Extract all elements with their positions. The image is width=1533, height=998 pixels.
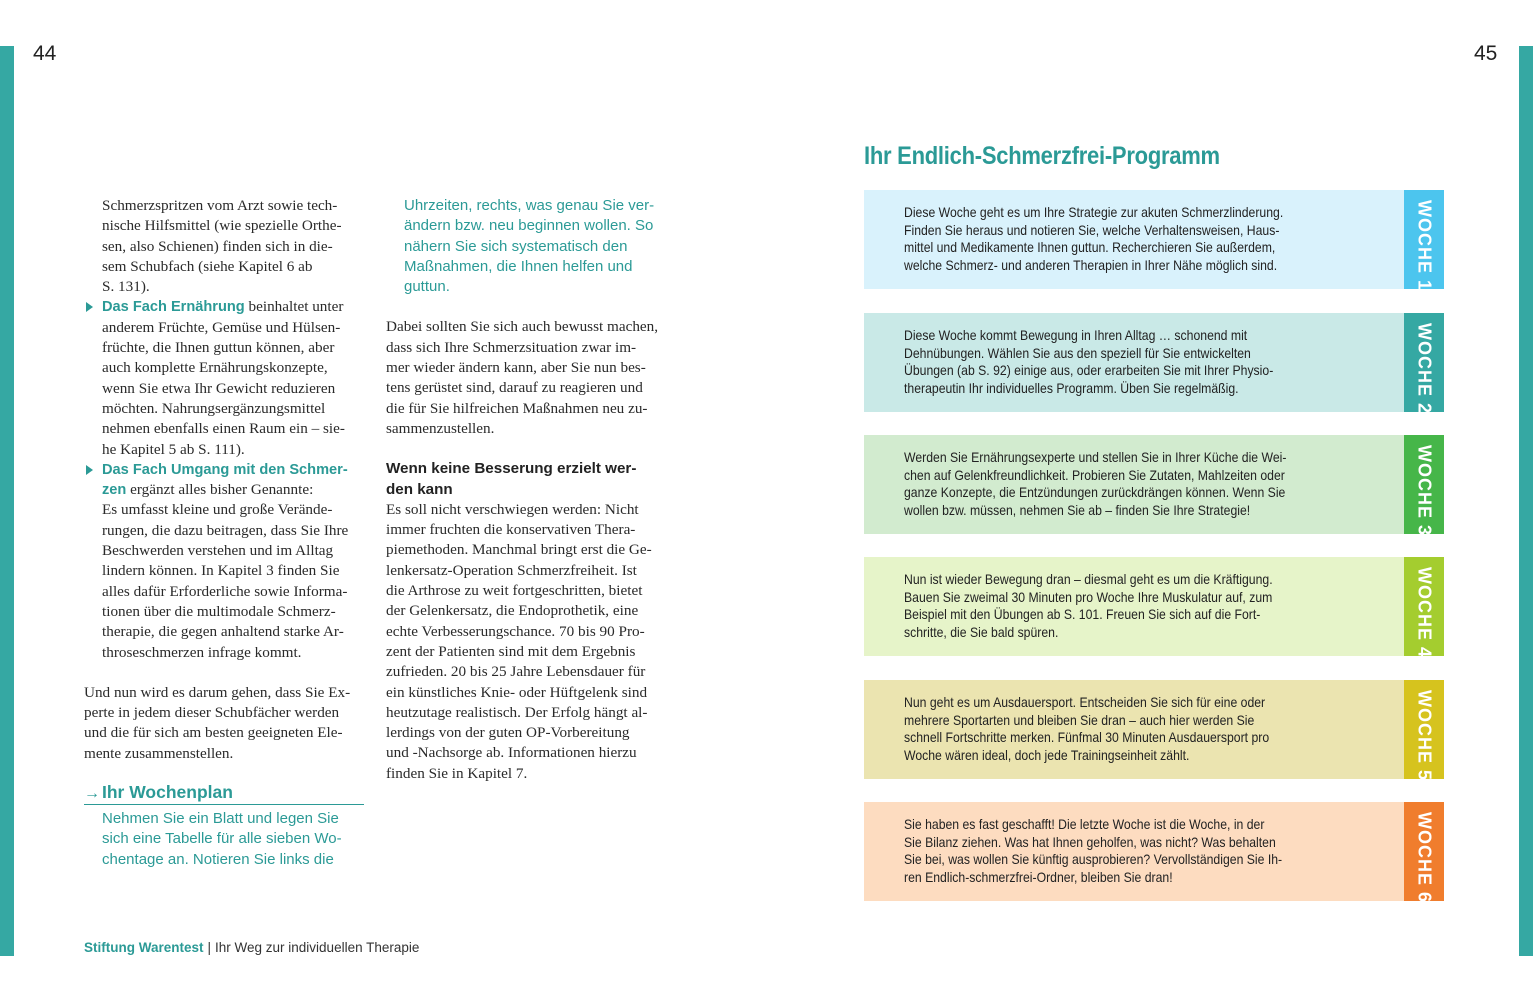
text-line: Werden Sie Ernährungsexperte und stellen Sie in Ihrer Küche die Wei-	[904, 450, 1287, 465]
paragraph-gelenkersatz	[386, 500, 670, 784]
text-line: mente zusammenstellen.	[84, 744, 234, 762]
text-line: mittel und Medikamente Ihnen guttun. Recherchieren Sie außerdem,	[904, 240, 1276, 256]
text-line: dass sich Ihre Schmerzsituation zwar im-	[386, 338, 637, 356]
week-tab	[1404, 313, 1444, 415]
week-box-3	[864, 435, 1444, 537]
text-line: Sie bei, was wollen Sie künftig ausprobieren? Vervollständigen Sie Ih-	[904, 852, 1283, 868]
wochenplan-title: Ihr Wochenplan	[102, 782, 233, 802]
text-line: finden Sie in Kapitel 7.	[386, 764, 528, 782]
text-line: nische Hilfsmittel (wie spezielle Orthe-	[102, 217, 342, 235]
bullet-lead: Das Fach Ernährung	[102, 299, 245, 316]
week-label: WOCHE 1	[1414, 200, 1435, 292]
text-line: Beispiel mit den Übungen ab S. 101. Freuen Sie sich auf die Fort-	[904, 607, 1261, 623]
text-line: therapeutin Ihr individuelles Programm. Üben Sie regelmäßig.	[904, 381, 1239, 397]
text-line: sich eine Tabelle für alle sieben Wo-	[102, 830, 342, 848]
text-line: die Arthrose zu weit fortgeschritten, bietet	[386, 582, 643, 600]
text-line: rungen, die dazu beitragen, dass Sie Ihre	[102, 521, 349, 539]
right-edge-bar	[1519, 46, 1533, 956]
text-line: lenkersatz-Operation Schmerzfreiheit. Ist	[386, 561, 637, 579]
week-tab	[1404, 190, 1444, 292]
text-line: tionen über die multimodale Schmerz-	[102, 602, 336, 620]
text-line: wenn Sie etwa Ihr Gewicht reduzieren	[102, 379, 336, 397]
text-line: die für Sie hilfreichen Maßnahmen neu zu-	[386, 399, 648, 417]
week-label: WOCHE 2	[1414, 323, 1435, 415]
bullet-umgang	[84, 460, 368, 663]
middle-column	[386, 196, 670, 784]
text-line: Bauen Sie zweimal 30 Minuten pro Woche Ihre Muskulatur auf, zum	[904, 589, 1273, 605]
text-line: Es soll nicht verschwiegen werden: Nicht	[386, 500, 639, 518]
text-line	[102, 480, 368, 500]
text-line: nehmen ebenfalls einen Raum ein – sie-	[102, 420, 345, 438]
left-edge-bar	[0, 46, 14, 956]
text-line: früchte, die Ihnen guttun können, aber	[102, 339, 335, 357]
wochenplan-text	[102, 809, 364, 870]
text-line: therapie, die gegen anhaltend starke Ar-	[102, 623, 344, 641]
text-line	[102, 297, 368, 317]
week-box-6	[864, 802, 1444, 904]
text-line: Schmerzspritzen vom Arzt sowie tech-	[102, 197, 338, 214]
bullet-lead-cont: zen	[102, 482, 127, 499]
text-line: Maßnahmen, die Ihnen helfen und	[404, 257, 633, 275]
week-tab	[1404, 680, 1444, 782]
week-box-4	[864, 557, 1444, 659]
text-line: Nun ist wieder Bewegung dran – diesmal geht es um die Kräftigung.	[904, 572, 1273, 587]
text-line: sem Schubfach (siehe Kapitel 6 ab	[102, 257, 313, 275]
paragraph-outro	[84, 683, 368, 764]
week-tab	[1404, 557, 1444, 659]
text-line: Wenn keine Besserung erzielt wer-	[386, 460, 637, 478]
text-line: Nun geht es um Ausdauersport. Entscheiden Sie sich für eine oder	[904, 695, 1266, 710]
page-number-left: 44	[33, 42, 57, 65]
text-line: sen, also Schienen) finden sich in die-	[102, 237, 333, 255]
text-line: schritte, die Sie bald spüren.	[904, 625, 1059, 641]
bullet-first-text: beinhaltet unter	[244, 298, 344, 316]
text-line: chen auf Gelenkfreundlichkeit. Probieren Sie Zutaten, Mahlzeiten oder	[904, 467, 1285, 483]
text-line: S. 131).	[102, 278, 150, 296]
text-line: wollen bzw. müssen, nehmen Sie ab – finden Sie Ihre Strategie!	[904, 503, 1251, 519]
text-line: Nehmen Sie ein Blatt und legen Sie	[102, 810, 339, 827]
bullet-ernaehrung	[84, 297, 368, 459]
wochenplan-continued	[386, 196, 670, 297]
text-line: Diese Woche kommt Bewegung in Ihren Alltag … schonend mit	[904, 328, 1248, 343]
left-column	[84, 196, 368, 764]
text-line: ren Endlich-schmerzfrei-Ordner, bleiben Sie dran!	[904, 870, 1173, 886]
program-title: Ihr Endlich-Schmerzfrei-Programm	[864, 142, 1220, 170]
week-description	[904, 694, 1372, 765]
text-line: Woche wären ideal, doch jede Trainingseinheit zählt.	[904, 748, 1190, 764]
page-footer	[84, 940, 419, 955]
text-line: ändern bzw. neu beginnen wollen. So	[404, 217, 654, 235]
text-line: und -Nachsorge ab. Informationen hierzu	[386, 744, 637, 762]
text-line: chentage an. Notieren Sie links die	[102, 850, 334, 868]
text-line: zent der Patienten sind mit dem Ergebnis	[386, 642, 636, 660]
text-line: alles dafür Erforderliche sowie Informa-	[102, 582, 348, 600]
week-description	[904, 204, 1372, 275]
section-subheading	[386, 459, 670, 500]
text-line: ein künstliches Knie- oder Hüftgelenk sind	[386, 683, 648, 701]
text-line: schnell Fortschritte merken. Fünfmal 30 Minuten Ausdauersport pro	[904, 730, 1270, 746]
text-line: lerdings von der guten OP-Vorbereitung	[386, 724, 630, 742]
text-line: guttun.	[404, 278, 450, 296]
text-line: Sie Bilanz ziehen. Was hat Ihnen geholfen, was nicht? Was behalten	[904, 834, 1276, 850]
text-line: der Gelenkersatz, die Endoprothetik, eine	[386, 602, 639, 620]
week-tab	[1404, 435, 1444, 537]
text-line: Beschwerden verstehen und im Alltag	[102, 542, 334, 560]
text-line: Diese Woche geht es um Ihre Strategie zur akuten Schmerzlinderung.	[904, 205, 1284, 220]
text-line: Dabei sollten Sie sich auch bewusst machen,	[386, 318, 659, 336]
week-description	[904, 449, 1372, 520]
text-line: immer fruchten die konservativen Thera-	[386, 521, 636, 539]
text-line: mehrere Sportarten und bleiben Sie dran – auch hier werden Sie	[904, 712, 1255, 728]
paragraph-intro	[84, 196, 368, 297]
footer-text: Ihr Weg zur individuellen Therapie	[215, 940, 420, 955]
text-line: mer wieder ändern kann, aber Sie nun bes-	[386, 359, 646, 377]
week-description	[904, 571, 1372, 642]
text-line: perte in jedem dieser Schubfächer werden	[84, 704, 340, 722]
text-line: Sie haben es fast geschafft! Die letzte Woche ist die Woche, in der	[904, 817, 1265, 832]
text-line: nähern Sie sich systematisch den	[404, 237, 628, 255]
paragraph-bewusst	[386, 317, 670, 439]
text-line: Finden Sie heraus und notieren Sie, welche Verhaltensweisen, Haus-	[904, 222, 1280, 238]
text-line: heutzutage realistisch. Der Erfolg hängt al-	[386, 703, 648, 721]
page-number-right: 45	[1474, 42, 1498, 65]
text-line: piemethoden. Manchmal bringt erst die Ge-	[386, 541, 652, 559]
bullet-first-text: ergänzt alles bisher Genannte:	[126, 481, 314, 499]
text-line: und die für sich am besten geeigneten Ele-	[84, 724, 343, 742]
text-line: Und nun wird es darum gehen, dass Sie Ex-	[84, 683, 351, 701]
text-line: anderem Früchte, Gemüse und Hülsen-	[102, 318, 341, 336]
bullet-lead: Das Fach Umgang mit den Schmer-	[102, 461, 348, 478]
wochenplan-heading	[84, 782, 364, 805]
text-line: ganze Konzepte, die Entzündungen zurückdrängen können. Wenn Sie	[904, 485, 1286, 501]
week-label: WOCHE 3	[1414, 445, 1435, 537]
text-line: Uhrzeiten, rechts, was genau Sie ver-	[404, 197, 655, 214]
text-line: möchten. Nahrungsergänzungsmittel	[102, 399, 326, 417]
text-line: den kann	[386, 480, 453, 498]
text-line: Dehnübungen. Wählen Sie aus den speziell für Sie entwickelten	[904, 345, 1251, 361]
text-line: sammenzustellen.	[386, 419, 495, 437]
text-line: tens gerüstet sind, darauf zu reagieren und	[386, 379, 643, 397]
week-tab	[1404, 802, 1444, 904]
week-description	[904, 816, 1372, 887]
text-line: welche Schmerz- und anderen Therapien in Ihrer Nähe möglich sind.	[904, 258, 1278, 274]
arrow-right-icon: →	[84, 785, 100, 802]
text-line: Es umfasst kleine und große Verände-	[102, 501, 333, 519]
footer-separator: |	[207, 940, 212, 955]
text-line: auch komplette Ernährungskonzepte,	[102, 359, 328, 377]
week-label: WOCHE 4	[1414, 567, 1435, 659]
bullet-triangle-icon	[86, 302, 93, 312]
text-line: he Kapitel 5 ab S. 111).	[102, 440, 245, 458]
text-line: throseschmerzen infrage kommt.	[102, 643, 302, 661]
week-box-5	[864, 680, 1444, 782]
footer-brand: Stiftung Warentest	[84, 940, 204, 955]
week-box-2	[864, 313, 1444, 415]
text-line: echte Verbesserungschance. 70 bis 90 Pro-	[386, 622, 645, 640]
text-line: Übungen (ab S. 92) einige aus, oder erarbeiten Sie mit Ihrer Physio-	[904, 363, 1274, 379]
week-description	[904, 327, 1372, 398]
bullet-triangle-icon	[86, 465, 93, 475]
week-box-1	[864, 190, 1444, 292]
week-label: WOCHE 6	[1414, 812, 1435, 904]
text-line: zufrieden. 20 bis 25 Jahre Lebensdauer für	[386, 663, 646, 681]
week-label: WOCHE 5	[1414, 690, 1435, 782]
text-line: lindern können. In Kapitel 3 finden Sie	[102, 562, 340, 580]
